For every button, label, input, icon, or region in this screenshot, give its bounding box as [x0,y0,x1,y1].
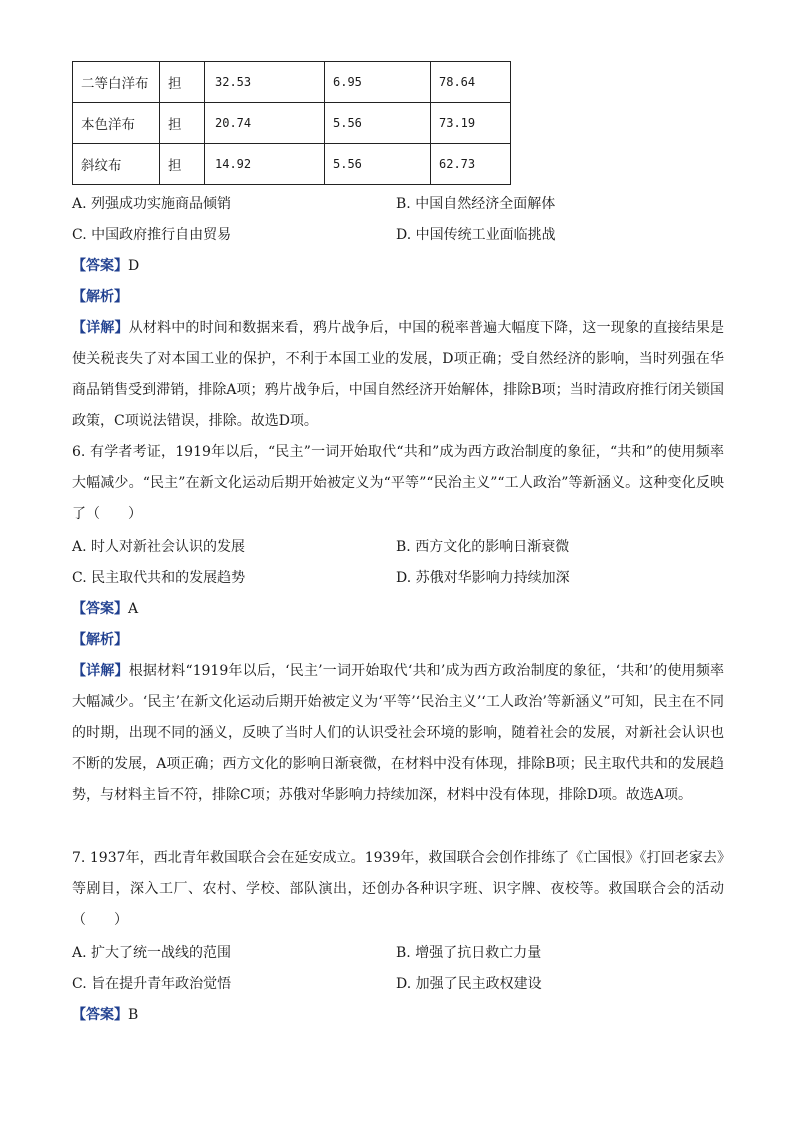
q7-answer [72,1005,138,1025]
table-cell: 14.92 [205,144,325,185]
tariff-table [72,61,511,185]
detail-text: 从材料中的时间和数据来看，鸦片战争后，中国的税率普遍大幅度下降，这一现象的直接结果是使关税丧失了对本国工业的保护，不利于本国工业的发展，D项正确；受自然经济的影响，当时列强在华商品销售受到滞销，排除A项；鸦片战争后，中国自然经济开始解体，排除B项；当时清政府推行闭关锁国政策，C项说法错误，排除。故选D项。 [72,320,725,429]
table-cell: 5.56 [325,103,431,144]
q6-option-d: D. 苏俄对华影响力持续加深 [396,570,570,586]
table-cell: 32.53 [205,62,325,103]
q6-detail [72,656,724,811]
table-row [73,144,511,185]
q7-option-a: A. 扩大了统一战线的范围 [72,945,232,961]
table-row [73,103,511,144]
q5-answer [72,256,139,276]
table-cell: 73.19 [431,103,511,144]
q6-analysis-heading [72,630,128,650]
table-cell: 担 [160,62,205,103]
q7-option-b: B. 增强了抗日救亡力量 [396,945,542,961]
answer-tag: 【答案】 [72,258,128,274]
q6-option-a: A. 时人对新社会认识的发展 [72,539,246,555]
q7-option-d: D. 加强了民主政权建设 [396,976,542,992]
analysis-tag: 【解析】 [72,632,128,648]
q5-option-c: C. 中国政府推行自由贸易 [72,227,232,243]
q5-option-a: A. 列强成功实施商品倾销 [72,196,232,212]
table-cell: 斜纹布 [73,144,160,185]
table-row [73,62,511,103]
table-cell: 担 [160,144,205,185]
table-cell: 5.56 [325,144,431,185]
table-cell: 二等白洋布 [73,62,160,103]
detail-tag: 【详解】 [72,663,129,679]
detail-tag: 【详解】 [72,320,129,336]
table-cell: 6.95 [325,62,431,103]
q6-answer [72,599,138,619]
q5-option-d: D. 中国传统工业面临挑战 [396,227,556,243]
answer-value: D [128,258,140,274]
detail-text: 根据材料“1919年以后，‘民主’一词开始取代‘共和’成为西方政治制度的象征，‘共和’的使用频率大幅减少。‘民主’在新文化运动后期开始被定义为‘平等’‘民治主义’‘工人政治’等新涵义”可知，民主在不同的时期，出现不同的涵义，反映了当时人们的认识受社会环境的影响，随着社会的发展，对新社会认识也不断的发展，A项正确；西方文化的影响日渐衰微，在材料中没有体现，排除B项；民主取代共和的发展趋势，与材料主旨不符，排除C项；苏俄对华影响力持续加深，材料中没有体现，排除D项。故选A项。 [72,663,724,803]
analysis-tag: 【解析】 [72,289,128,305]
table-cell: 本色洋布 [73,103,160,144]
q6-stem: 6. 有学者考证，1919年以后，“民主”一词开始取代“共和”成为西方政治制度的象征，“共和”的使用频率大幅减少。“民主”在新文化运动后期开始被定义为“平等”“民治主义”“工人政治”等新涵义。这种变化反映了（ ） [72,444,724,522]
q7-option-c: C. 旨在提升青年政治觉悟 [72,976,232,992]
table-cell: 62.73 [431,144,511,185]
answer-tag: 【答案】 [72,1007,128,1023]
answer-value: A [128,601,139,617]
table-cell: 担 [160,103,205,144]
q5-option-b: B. 中国自然经济全面解体 [396,196,556,212]
answer-tag: 【答案】 [72,601,128,617]
table-cell: 20.74 [205,103,325,144]
q7-stem: 7. 1937年，西北青年救国联合会在延安成立。1939年，救国联合会创作排练了《亡国恨》《打回老家去》等剧目，深入工厂、农村、学校、部队演出，还创办各种识字班、识字牌、夜校等。救国联合会的活动（ ） [72,850,724,928]
q6-option-c: C. 民主取代共和的发展趋势 [72,570,246,586]
q6-option-b: B. 西方文化的影响日渐衰微 [396,539,570,555]
answer-value: B [128,1007,139,1023]
table-cell: 78.64 [431,62,511,103]
q5-analysis-heading [72,287,128,307]
q5-detail [72,313,724,437]
